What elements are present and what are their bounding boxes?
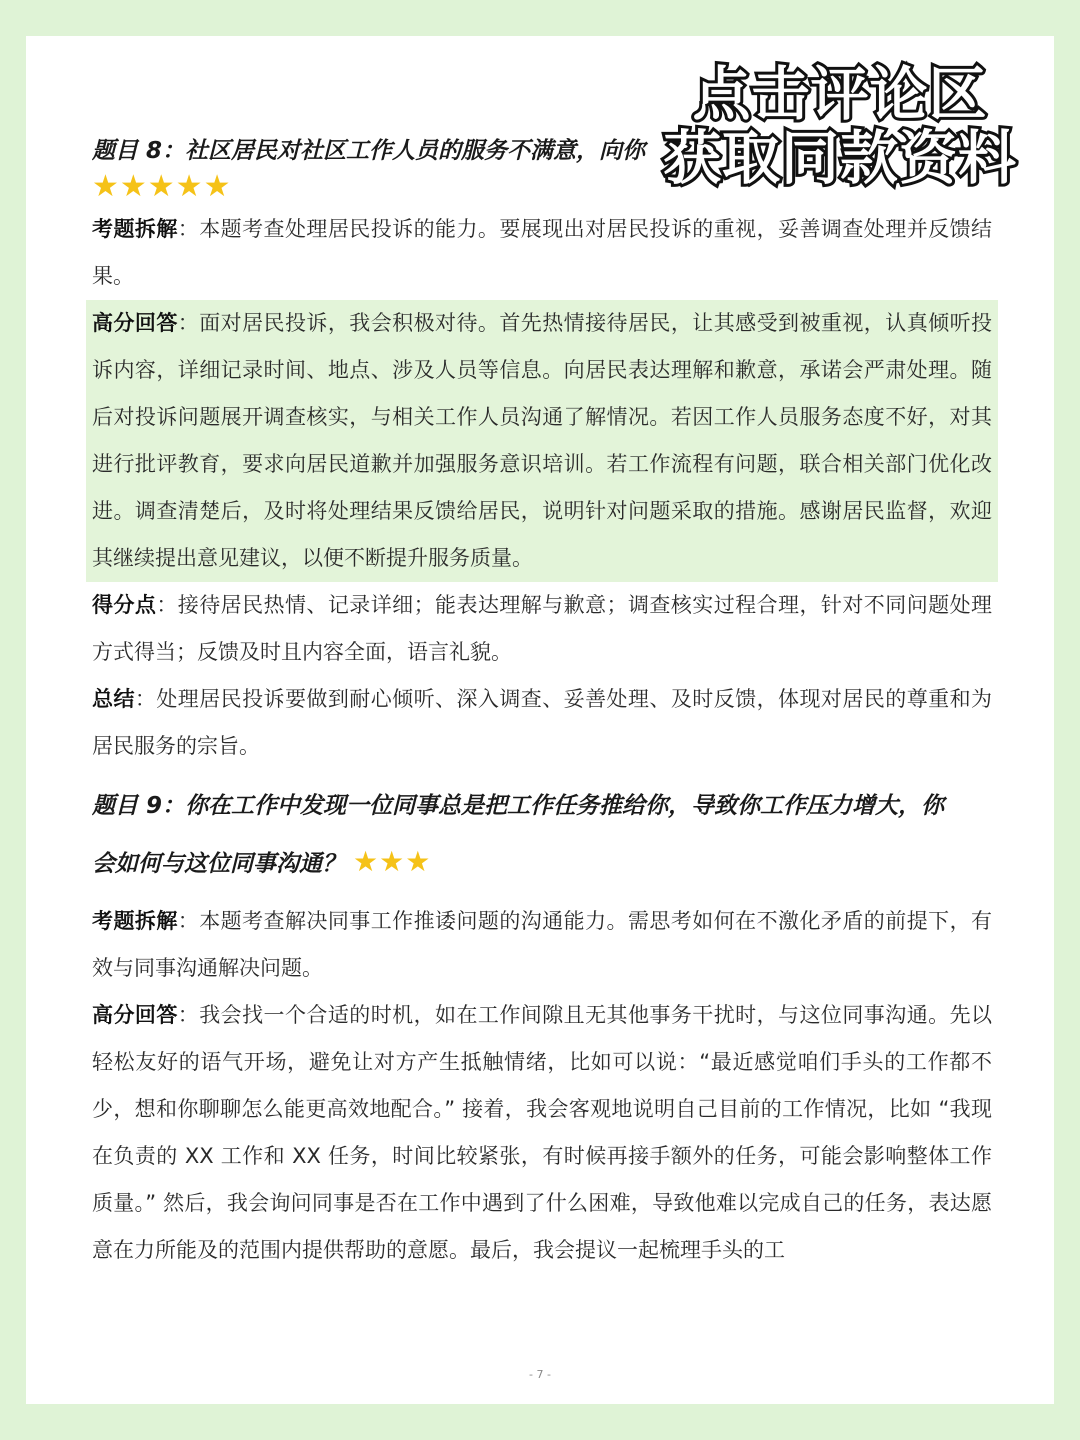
question-9-title-text: 会如何与这位同事沟通？ — [92, 851, 345, 877]
question-8-answer — [92, 300, 992, 582]
answer-label: 高分回答 — [92, 1003, 178, 1027]
question-8-answer-box — [86, 300, 998, 582]
question-8-points — [92, 582, 992, 676]
promo-overlay-line2: 获取同款资料 — [662, 124, 1017, 192]
question-8-analysis — [92, 206, 992, 300]
analysis-label: 考题拆解 — [92, 217, 178, 241]
promo-overlay — [640, 62, 1040, 190]
analysis-text: ：本题考查解决同事工作推诿问题的沟通能力。需思考如何在不激化矛盾的前提下，有效与同事沟通解决问题。 — [92, 909, 993, 980]
question-9-answer — [92, 992, 992, 1274]
answer-label: 高分回答 — [92, 311, 178, 335]
summary-text: ：处理居民投诉要做到耐心倾听、深入调查、妥善处理、及时反馈，体现对居民的尊重和为居民服务的宗旨。 — [92, 687, 993, 758]
analysis-text: ：本题考查处理居民投诉的能力。要展现出对居民投诉的重视，妥善调查处理并反馈结果。 — [92, 217, 993, 288]
question-8 — [92, 132, 992, 770]
document-page — [26, 36, 1054, 1404]
question-9-title-line1: 题目 9：你在工作中发现一位同事总是把工作任务推给你，导致你工作压力增大，你 — [92, 793, 945, 819]
analysis-label: 考题拆解 — [92, 909, 178, 933]
question-9 — [92, 778, 992, 1274]
answer-text: ：面对居民投诉，我会积极对待。首先热情接待居民，让其感受到被重视，认真倾听投诉内容，详细记录时间、地点、涉及人员等信息。向居民表达理解和歉意，承诺会严肃处理。随后对投诉问题展开调查核实，与相关工作人员沟通了解情况。若因工作人员服务态度不好，对其进行批评教育，要求向居民道歉并加强服务意识培训。若工作流程有问题，联合相关部门优化改进。调查清楚后，及时将处理结果反馈给居民，说明针对问题采取的措施。感谢居民监督，欢迎其继续提出意见建议，以便不断提升服务质量。 — [92, 311, 993, 570]
question-9-analysis — [92, 898, 992, 992]
question-8-stars: ★★★★★ — [92, 169, 232, 204]
question-8-summary — [92, 676, 992, 770]
promo-overlay-line1: 点击评论区 — [692, 60, 988, 128]
summary-label: 总结 — [92, 687, 135, 711]
question-8-title-text: 题目 8：社区居民对社区工作人员的服务不满意，向你 — [92, 138, 646, 164]
question-9-stars: ★★★ — [353, 845, 432, 878]
points-label: 得分点 — [92, 593, 157, 617]
points-text: ：接待居民热情、记录详细；能表达理解与歉意；调查核实过程合理，针对不同问题处理方式得当；反馈及时且内容全面，语言礼貌。 — [92, 593, 993, 664]
answer-text: ：我会找一个合适的时机，如在工作间隙且无其他事务干扰时，与这位同事沟通。先以轻松友好的语气开场，避免让对方产生抵触情绪，比如可以说：“最近感觉咱们手头的工作都不少，想和你聊聊怎么能更高效地配合。” 接着，我会客观地说明自己目前的工作情况，比如 “我现在负责的 XX 工作和 XX 任务，时间比较紧张，有时候再接手额外的任务，可能会影响整体工作质量。” 然后，我会询问同事是否在工作中遇到了什么困难，导致他难以完成自己的任务，表达愿意在力所能及的范围内提供帮助的意愿。最后，我会提议一起梳理手头的工 — [92, 1003, 992, 1262]
question-9-title-line2 — [92, 834, 992, 890]
page-number: - 7 - — [529, 1368, 551, 1381]
